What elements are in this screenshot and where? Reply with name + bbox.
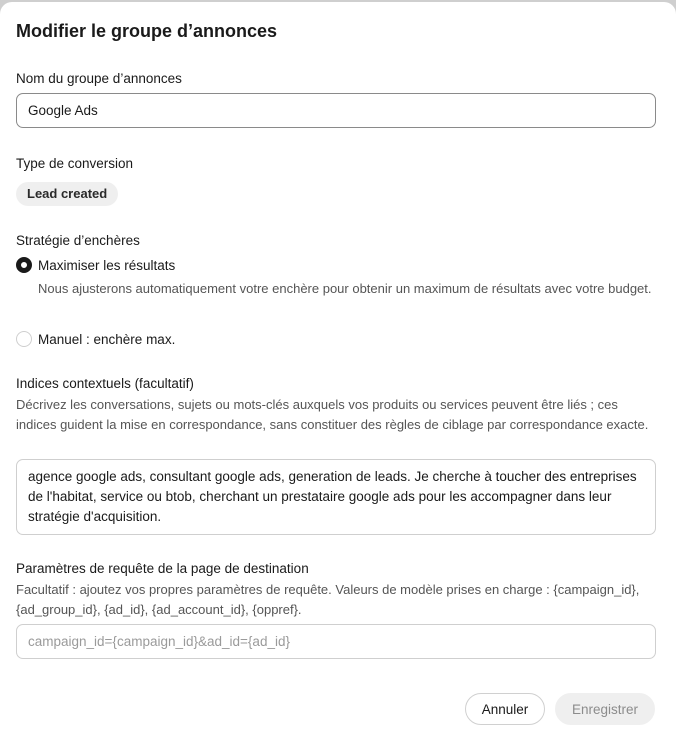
landing-params-help: Facultatif : ajoutez vos propres paramètres de requête. Valeurs de modèle prises en charge : {campaign_id}, {ad_group_id}, {ad_id}, {ad_account_id}, {oppref}.	[16, 582, 640, 617]
ad-group-name-input[interactable]	[16, 93, 656, 128]
cancel-button[interactable]: Annuler	[465, 693, 545, 725]
bid-option-maximize[interactable]	[16, 257, 175, 273]
radio-checked-icon[interactable]	[16, 257, 32, 273]
contextual-hints-help: Décrivez les conversations, sujets ou mots-clés auxquels vos produits ou services peuvent être liés ; ces indices guident la mise en correspondance, sans constituer des règles de ciblage par correspondance exacte.	[16, 397, 649, 432]
bid-option-maximize-label: Maximiser les résultats	[38, 257, 176, 273]
bid-option-maximize-description: Nous ajusterons automatiquement votre enchère pour obtenir un maximum de résultats avec votre budget.	[38, 281, 652, 296]
contextual-hints-label: Indices contextuels (facultatif)	[16, 376, 194, 391]
landing-params-input[interactable]	[16, 624, 656, 659]
conversion-type-label: Type de conversion	[16, 156, 134, 171]
conversion-type-chip: Lead created	[16, 182, 118, 206]
dialog-title: Modifier le groupe d’annonces	[16, 21, 278, 41]
bid-option-manual-label: Manuel : enchère max.	[38, 331, 176, 347]
bid-strategy-label: Stratégie d’enchères	[16, 233, 140, 248]
bid-option-manual[interactable]	[16, 331, 175, 347]
radio-unchecked-icon[interactable]	[16, 331, 32, 347]
ad-group-name-label: Nom du groupe d’annonces	[16, 71, 182, 86]
edit-ad-group-dialog	[0, 2, 676, 737]
save-button[interactable]: Enregistrer	[555, 693, 655, 725]
contextual-hints-textarea[interactable]	[16, 459, 656, 535]
landing-params-label: Paramètres de requête de la page de destination	[16, 561, 309, 576]
